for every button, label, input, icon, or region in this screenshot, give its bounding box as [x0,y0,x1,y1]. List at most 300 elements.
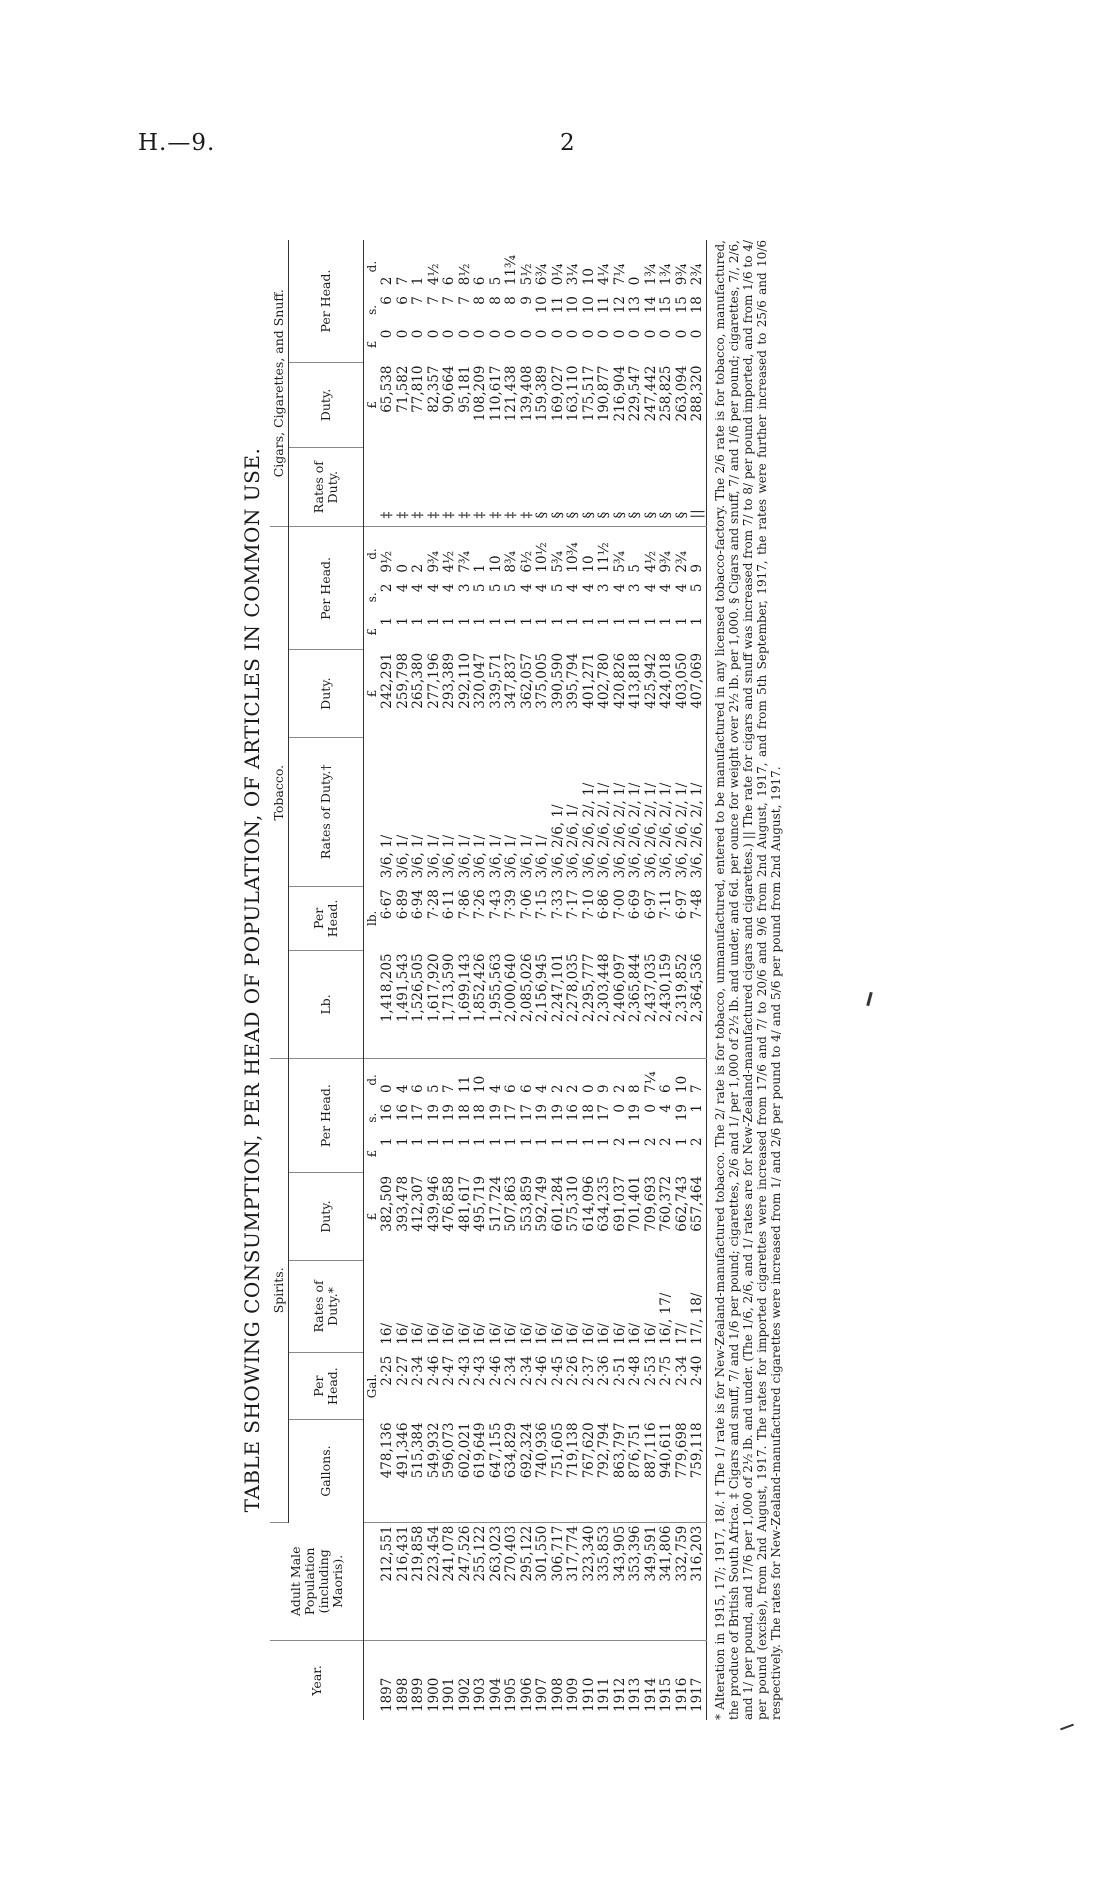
cell-ss: 0 [611,1103,628,1113]
cell-td: 5¾ [549,550,566,573]
cell-cd: 5½ [518,263,535,286]
cell-sl: 1 [487,1137,504,1146]
cell-gph: 2·48 [627,1355,643,1386]
table-row [551,240,567,1720]
cell-cduty: 216,904 [611,365,628,422]
cell-cs: 7 [410,296,426,305]
table-row [473,240,489,1720]
cell-lb: 2,156,945 [535,950,551,1058]
cell-pop: 301,550 [535,1522,551,1640]
cell-tduty: 390,590 [549,652,566,709]
cell-cs: 11 [596,296,612,314]
cell-sd: 2 [549,1084,566,1093]
cell-cs: 18 [689,296,705,314]
cell-cduty: 263,094 [673,365,690,422]
cell-srate: 16/ [611,1322,628,1345]
cell-sduty: 657,464 [689,1175,705,1232]
table-row [427,240,443,1720]
cell-tduty: 424,018 [658,652,674,709]
cell-lph: 7·06 [518,889,535,920]
cell-tduty: 413,818 [627,652,643,709]
scan-mark [1060,1724,1074,1731]
cell-year: 1898 [394,1677,411,1712]
cell-lph: 7·33 [549,889,566,920]
header-tobacco-per-head: Per Head. [289,886,364,950]
cell-lph: 6·89 [394,889,411,920]
cell-ts: 4 [425,583,442,593]
cell-sduty: 709,693 [642,1175,659,1232]
cell-gal: 549,932 [427,1419,443,1522]
cell-cd: 10 [580,268,597,286]
cell-trate: 3/6, 2/6, 1/ [565,804,581,879]
cell-tl: 1 [596,616,612,626]
cell-sd: 9 [596,1084,612,1093]
cell-crate: ‡ [442,447,458,527]
cell-ts: 4 [642,583,659,593]
cell-lph: 7·48 [689,889,705,920]
cell-ss: 16 [394,1103,411,1122]
cell-cduty: 163,110 [565,365,581,422]
cell-cd: 0¼ [549,263,566,286]
cell-ts: 3 [456,583,473,593]
cell-pop: 241,078 [442,1522,458,1640]
cell-sl: 1 [596,1137,612,1146]
cell-year: 1903 [472,1677,488,1712]
cell-pop: 219,858 [411,1522,427,1640]
cell-sl: 1 [627,1137,643,1146]
cell-lb: 1,491,543 [396,950,412,1058]
table-row [380,240,396,1720]
cell-crate: ‡ [427,447,443,527]
cell-cl: 0 [642,329,659,339]
table-row [535,240,551,1720]
unit-pound: £ [365,340,379,349]
cell-lph: 6·94 [410,889,426,920]
cell-sduty: 634,235 [596,1175,612,1232]
cell-tl: 1 [518,616,535,626]
cell-tl: 1 [441,616,457,626]
cell-pop: 349,591 [644,1522,660,1640]
cell-cl: 0 [425,329,442,339]
cell-gph: 2·34 [410,1355,426,1386]
cell-ts: 5 [487,583,504,593]
cell-lb: 2,364,536 [690,950,706,1058]
cell-trate: 3/6, 1/ [503,834,519,879]
cell-lb: 1,699,143 [458,950,474,1058]
cell-tduty: 402,780 [596,652,612,709]
cell-crate: ‡ [458,447,474,527]
cell-tduty: 292,110 [456,652,473,709]
cell-ss: 1 [689,1103,705,1113]
cell-trate: 3/6, 2/6, 2/, 1/ [580,782,597,879]
cell-trate: 3/6, 2/6, 2/, 1/ [673,782,690,879]
cell-gal: 740,936 [535,1419,551,1522]
cell-tl: 1 [565,616,581,626]
cell-tduty: 395,794 [565,652,581,709]
cell-tduty: 277,196 [425,652,442,709]
cell-gal: 647,155 [489,1419,505,1522]
cell-pop: 247,526 [458,1522,474,1640]
cell-pop: 317,774 [566,1522,582,1640]
cell-tduty: 403,050 [673,652,690,709]
cell-ts: 5 [503,583,519,593]
cell-crate: ‡ [396,447,412,527]
cell-gph: 2·45 [549,1355,566,1386]
cell-gph: 2·53 [642,1355,659,1386]
table-row [442,240,458,1720]
cell-ss: 19 [549,1103,566,1122]
cell-srate: 16/ [518,1322,535,1345]
cell-lb: 2,278,035 [566,950,582,1058]
cell-cd: 4¼ [596,263,612,286]
cell-tl: 1 [658,616,674,626]
cell-tl: 1 [425,616,442,626]
header-tobacco-duty: Duty. [289,650,364,737]
cell-lb: 2,319,852 [675,950,691,1058]
cell-trate: 3/6, 1/ [456,834,473,879]
cell-gph: 2·26 [565,1355,581,1386]
cell-srate: 16/ [580,1322,597,1345]
unit-pound: £ [365,628,379,636]
cell-sl: 1 [379,1137,395,1146]
cell-sduty: 575,310 [565,1175,581,1232]
cell-td: 11½ [596,542,612,573]
cell-cduty: 175,517 [580,365,597,422]
cell-ss: 0 [642,1103,659,1113]
cell-lph: 7·39 [503,889,519,920]
unit-shilling: s. [365,304,379,315]
unit-pound: £ [365,1212,379,1221]
cell-year: 1909 [565,1677,581,1712]
cell-ts: 4 [658,583,674,593]
cell-gal: 478,136 [380,1419,396,1522]
cell-tduty: 407,069 [689,652,705,709]
group-cigars: Cigars, Cigarettes, and Snuff. [270,240,289,527]
cell-cl: 0 [596,329,612,339]
cell-pop: 306,717 [551,1522,567,1640]
cell-trate: 3/6, 2/6, 1/ [549,804,566,879]
cell-cs: 15 [658,296,674,314]
cell-td: 10 [487,555,504,573]
cell-crate: § [675,447,691,527]
cell-gal: 887,116 [644,1419,660,1522]
cell-crate: § [644,447,660,527]
cell-gal: 634,829 [504,1419,520,1522]
cell-year: 1916 [673,1677,690,1712]
cell-lph: 7·86 [456,889,473,920]
cell-tduty: 425,942 [642,652,659,709]
cell-ss: 18 [456,1103,473,1122]
cell-cduty: 121,438 [503,365,519,422]
cell-cd: 8½ [456,263,473,286]
cell-td: 5 [627,563,643,573]
cell-pop: 255,122 [473,1522,489,1640]
cell-gph: 2·25 [379,1355,395,1386]
cell-year: 1913 [627,1677,643,1712]
cell-lph: 7·26 [472,889,488,920]
cell-crate: § [551,447,567,527]
cell-tduty: 375,005 [534,652,550,709]
cell-td: 1 [472,563,488,573]
page-number: 2 [560,130,575,156]
rotated-table-area [240,240,820,1720]
cell-ts: 5 [472,583,488,593]
cell-sl: 1 [565,1137,581,1146]
cell-sd: 7 [441,1084,457,1093]
cell-cl: 0 [549,329,566,339]
cell-gph: 2·43 [456,1355,473,1386]
cell-td: 10 [580,555,597,573]
cell-cl: 0 [658,329,674,339]
cell-cs: 7 [456,296,473,305]
group-spirits: Spirits. [270,1058,289,1522]
table-title: TABLE SHOWING CONSUMPTION, PER HEAD OF POPULATION, OF ARTICLES IN COMMON USE. [240,447,264,1513]
cell-lb: 1,617,920 [427,950,443,1058]
header-year: Year. [270,1640,364,1720]
cell-sl: 1 [425,1137,442,1146]
cell-year: 1900 [425,1677,442,1712]
cell-cd: 1¾ [642,263,659,286]
cell-sl: 1 [441,1137,457,1146]
cell-cduty: 288,320 [689,365,705,422]
cell-ss: 19 [425,1103,442,1122]
cell-sl: 1 [673,1137,690,1146]
cell-gal: 779,698 [675,1419,691,1522]
cell-gph: 2·34 [518,1355,535,1386]
cell-cl: 0 [379,329,395,339]
cell-tl: 1 [673,616,690,626]
cell-tl: 1 [379,616,395,626]
cell-crate: ‡ [411,447,427,527]
cell-sl: 1 [394,1137,411,1146]
header-spirits-gallons: Gallons. [289,1419,364,1522]
table-row [628,240,644,1720]
table-row [566,240,582,1720]
cell-sd: 7 [689,1084,705,1093]
cell-gal: 596,073 [442,1419,458,1522]
cell-cd: 6 [441,276,457,286]
cell-td: 10¾ [565,542,581,573]
cell-gal: 759,118 [690,1419,706,1522]
cell-sduty: 495,719 [472,1175,488,1232]
cell-td: 2 [410,563,426,573]
cell-ss: 17 [596,1103,612,1122]
cell-lb: 1,713,590 [442,950,458,1058]
cell-cduty: 71,582 [394,365,411,413]
cell-crate: ‡ [473,447,489,527]
cell-pop: 332,759 [675,1522,691,1640]
cell-lph: 6·11 [441,889,457,920]
cell-sl: 1 [534,1137,550,1146]
cell-td: 6½ [518,550,535,573]
cell-cduty: 95,181 [456,365,473,413]
cell-cs: 15 [673,296,690,314]
cell-lb: 2,365,844 [628,950,644,1058]
cell-td: 2¾ [673,550,690,573]
cell-trate: 3/6, 1/ [441,834,457,879]
cell-cl: 0 [441,329,457,339]
cell-srate: 16/ [503,1322,519,1345]
cell-gph: 2·40 [689,1355,705,1386]
cell-ts: 4 [534,583,550,593]
cell-lph: 6·97 [642,889,659,920]
cell-tduty: 320,047 [472,652,488,709]
cell-cs: 11 [549,296,566,314]
cell-cl: 0 [503,329,519,339]
cell-year: 1908 [549,1677,566,1712]
cell-cduty: 169,027 [549,365,566,422]
cell-trate: 3/6, 1/ [394,834,411,879]
cell-lb: 2,000,640 [504,950,520,1058]
footnotes [713,240,783,1720]
cell-sduty: 476,858 [441,1175,457,1232]
table-row [520,240,536,1720]
table-row [504,240,520,1720]
cell-crate: § [659,447,675,527]
cell-sl: 2 [658,1137,674,1146]
cell-lph: 6·97 [673,889,690,920]
header-spirits-per-head-money: Per Head. [289,1058,364,1173]
cell-tl: 1 [689,616,705,626]
cell-ts: 2 [379,583,395,593]
group-tobacco: Tobacco. [270,527,289,1058]
cell-td: 0 [394,563,411,573]
unit-gal: Gal. [365,1373,379,1399]
cell-ss: 16 [379,1103,395,1122]
cell-tduty: 242,291 [379,652,395,709]
cell-year: 1902 [456,1677,473,1712]
cell-sd: 2 [611,1084,628,1093]
cell-trate: 3/6, 1/ [487,834,504,879]
cell-gph: 2·36 [596,1355,612,1386]
cell-ss: 19 [534,1103,550,1122]
cell-gph: 2·46 [534,1355,550,1386]
cell-sd: 4 [487,1084,504,1093]
cell-pop: 270,403 [504,1522,520,1640]
cell-cl: 0 [518,329,535,339]
cell-sd: 11 [456,1075,473,1093]
cell-tduty: 293,389 [441,652,457,709]
header-spirits-rates: Rates of Duty.* [289,1260,364,1352]
cell-pop: 263,023 [489,1522,505,1640]
cell-sd: 8 [627,1084,643,1093]
cell-lb: 2,437,035 [644,950,660,1058]
cell-cs: 10 [534,296,550,314]
cell-lb: 1,955,563 [489,950,505,1058]
cell-cs: 7 [425,296,442,305]
cell-ts: 5 [689,583,705,593]
cell-sd: 4 [394,1084,411,1093]
cell-srate: 16/ [549,1322,566,1345]
cell-cd: 3¼ [565,263,581,286]
cell-srate: 16/ [642,1322,659,1345]
cell-ts: 4 [673,583,690,593]
cell-lph: 7·15 [534,889,550,920]
cell-tl: 1 [472,616,488,626]
cell-ts: 4 [611,583,628,593]
cell-ss: 16 [565,1103,581,1122]
cell-gal: 940,611 [659,1419,675,1522]
cell-tl: 1 [534,616,550,626]
cell-sduty: 439,946 [425,1175,442,1232]
cell-cduty: 159,389 [534,365,550,422]
cell-cd: 6¾ [534,263,550,286]
cell-tl: 1 [549,616,566,626]
cell-year: 1915 [658,1677,674,1712]
cell-cduty: 108,209 [472,365,488,422]
cell-tl: 1 [456,616,473,626]
cell-lb: 2,247,101 [551,950,567,1058]
table-row [597,240,613,1720]
header-population: Adult Male Population (including Maoris). [270,1522,364,1640]
cell-sduty: 601,284 [549,1175,566,1232]
cell-ss: 4 [658,1103,674,1113]
cell-year: 1897 [379,1677,395,1712]
cell-sl: 1 [580,1137,597,1146]
cell-cl: 0 [580,329,597,339]
cell-sd: 6 [658,1084,674,1093]
cell-sd: 10 [472,1075,488,1093]
header-spirits-duty: Duty. [289,1173,364,1260]
cell-pop: 343,905 [613,1522,629,1640]
cell-ss: 17 [503,1103,519,1122]
cell-trate: 3/6, 1/ [410,834,426,879]
cell-sduty: 481,617 [456,1175,473,1232]
cell-tduty: 347,837 [503,652,519,709]
cell-sd: 7¼ [642,1071,659,1093]
cell-cduty: 229,547 [627,365,643,422]
cell-crate: § [535,447,551,527]
cell-srate: 16/ [379,1322,395,1345]
cell-ts: 3 [596,583,612,593]
cell-cd: 1¾ [658,263,674,286]
cell-crate: || [690,447,706,527]
cell-sd: 5 [425,1084,442,1093]
cell-cl: 0 [689,329,705,339]
cell-pop: 316,203 [690,1522,706,1640]
cell-lph: 7·28 [425,889,442,920]
table-row [659,240,675,1720]
header-cigars-duty: Duty. [289,363,364,448]
header-tobacco-per-head-money: Per Head. [289,527,364,650]
cell-lb: 2,406,097 [613,950,629,1058]
cell-year: 1917 [689,1677,705,1712]
cell-cs: 6 [379,296,395,305]
cell-cd: 7¼ [611,263,628,286]
cell-cd: 2 [379,276,395,286]
cell-cd: 1 [410,276,426,286]
cell-sduty: 412,307 [410,1175,426,1232]
cell-srate: 16/ [456,1322,473,1345]
cell-sl: 2 [689,1137,705,1146]
cell-srate: 16/ [565,1322,581,1345]
cell-ss: 19 [441,1103,457,1122]
cell-trate: 3/6, 2/6, 2/, 1/ [611,782,628,879]
cell-trate: 3/6, 2/6, 2/, 1/ [627,782,643,879]
unit-pence: d. [365,1074,379,1086]
cell-trate: 3/6, 2/6, 2/, 1/ [642,782,659,879]
cell-cduty: 110,617 [487,365,504,422]
cell-lph: 6·67 [379,889,395,920]
cell-sduty: 553,859 [518,1175,535,1232]
cell-sl: 1 [503,1137,519,1146]
cell-gph: 2·75 [658,1355,674,1386]
cell-gph: 2·46 [487,1355,504,1386]
cell-cduty: 90,664 [441,365,457,413]
cell-cduty: 65,538 [379,365,395,413]
cell-trate: 3/6, 1/ [534,834,550,879]
cell-pop: 353,396 [628,1522,644,1640]
